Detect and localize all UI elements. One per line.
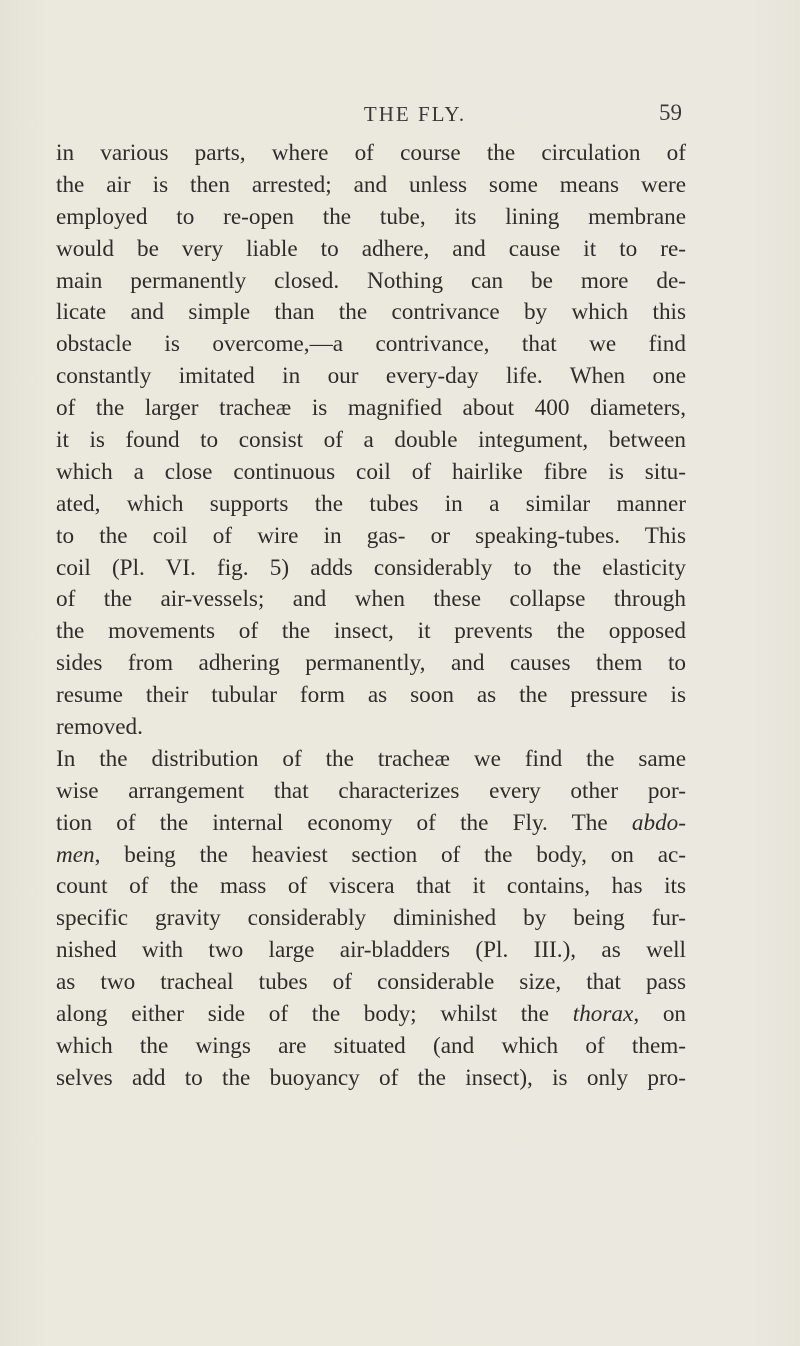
page-number: 59 xyxy=(659,100,682,125)
text-line: in various parts, where of course the circulation of xyxy=(56,140,686,166)
text-run: tion of the internal economy of the Fly. The xyxy=(56,809,632,836)
running-head xyxy=(0,102,800,132)
text-line: would be very liable to adhere, and cause it to re- xyxy=(56,235,686,262)
text-line-with-italic xyxy=(56,999,686,1031)
text-line: obstacle is overcome,—a contrivance, that we find xyxy=(56,331,686,358)
text-line: In the distribution of the tracheæ we find the same xyxy=(56,745,686,772)
text-run: , being the heaviest section of the body, on ac- xyxy=(94,841,686,868)
text-run: along either side of the body; whilst the xyxy=(56,1001,573,1028)
text-line: it is found to consist of a double integument, between xyxy=(56,427,686,454)
text-line: to the coil of wire in gas- or speaking-tubes. This xyxy=(56,522,686,549)
text-line: ated, which supports the tubes in a similar manner xyxy=(56,490,686,517)
text-line: sides from adhering permanently, and causes them to xyxy=(56,650,686,677)
text-line: resume their tubular form as soon as the pressure is xyxy=(56,682,686,709)
text-line: the air is then arrested; and unless some means were xyxy=(56,171,686,198)
text-line: which the wings are situated (and which of them- xyxy=(56,1032,686,1059)
text-line: selves add to the buoyancy of the insect), is only pro- xyxy=(56,1064,686,1091)
text-line: of the air-vessels; and when these collapse through xyxy=(56,586,686,613)
text-line: which a close continuous coil of hairlike fibre is situ- xyxy=(56,458,686,485)
text-line: wise arrangement that characterizes every other por- xyxy=(56,777,686,804)
body-text xyxy=(56,138,686,1095)
text-line: the movements of the insect, it prevents the opposed xyxy=(56,618,686,645)
text-line: main permanently closed. Nothing can be more de- xyxy=(56,267,686,294)
text-line: nished with two large air-bladders (Pl. III.), as well xyxy=(56,937,686,964)
italic-term-thorax: thorax xyxy=(572,1001,634,1028)
text-line: as two tracheal tubes of considerable size, that pass xyxy=(56,969,686,996)
text-line-with-italic xyxy=(56,840,686,872)
text-line-with-italic xyxy=(56,808,686,840)
text-line: constantly imitated in our every-day life. When one xyxy=(56,363,686,390)
text-line: removed. xyxy=(56,714,143,741)
italic-term-abdomen-start: abdo- xyxy=(631,809,686,836)
text-line: coil (Pl. VI. fig. 5) adds considerably to the elasticity xyxy=(56,554,686,581)
text-line: specific gravity considerably diminished by being fur- xyxy=(56,905,686,932)
italic-term-abdomen-end: men xyxy=(56,841,95,868)
text-line: employed to re-open the tube, its lining membrane xyxy=(56,203,686,230)
text-line: licate and simple than the contrivance by which this xyxy=(56,299,686,326)
text-run: , on xyxy=(633,1001,686,1028)
text-line: of the larger tracheæ is magnified about 400 diameters, xyxy=(56,395,686,422)
text-line: count of the mass of viscera that it contains, has its xyxy=(56,873,686,900)
running-title: THE FLY. xyxy=(363,102,467,126)
